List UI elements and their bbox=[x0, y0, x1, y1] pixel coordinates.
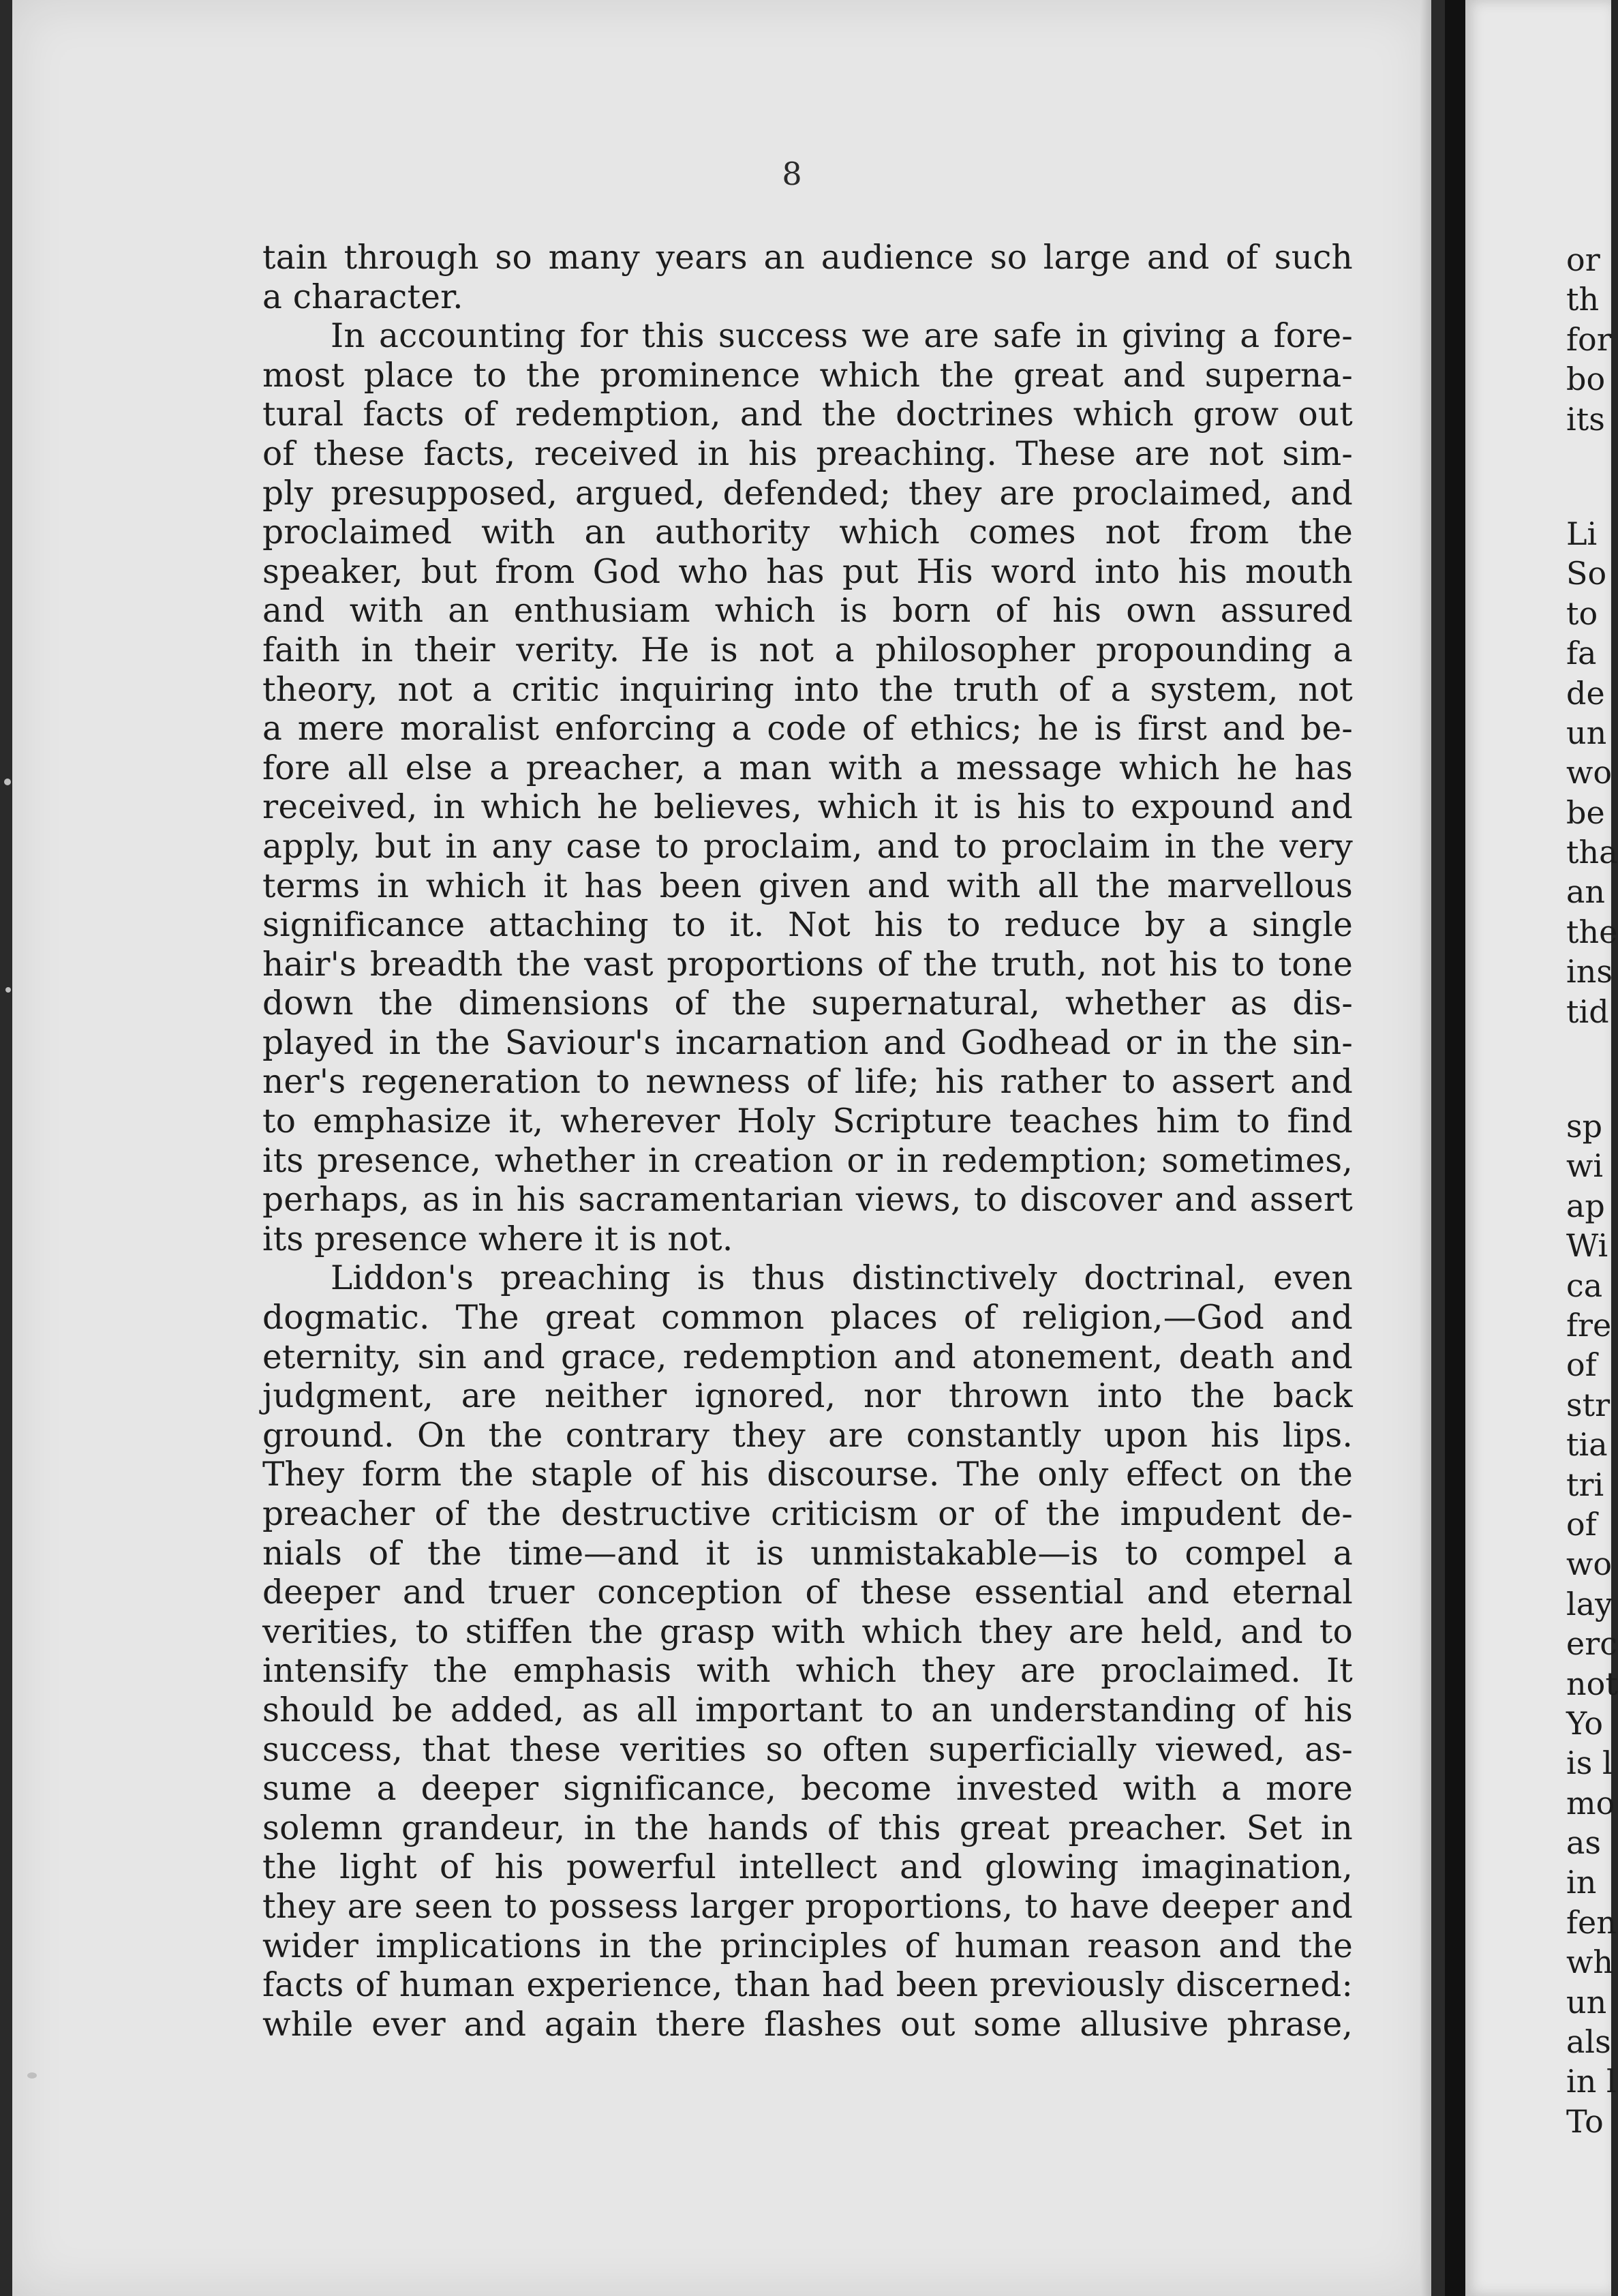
text-line: facts of human experience, than had been previously discerned: bbox=[262, 1966, 1353, 2005]
right-line: de bbox=[1566, 674, 1605, 712]
text-line: terms in which it has been given and with all the marvellous bbox=[262, 866, 1353, 905]
text-line: of these facts, received in his preaching. These are not sim- bbox=[262, 434, 1353, 473]
right-line: tid bbox=[1566, 993, 1609, 1030]
text-line: played in the Saviour's incarnation and Godhead or in the sin- bbox=[262, 1023, 1353, 1062]
text-line: eternity, sin and grace, redemption and atonement, death and bbox=[262, 1338, 1353, 1376]
right-line: tha bbox=[1566, 834, 1618, 871]
right-line: wo bbox=[1566, 1545, 1613, 1583]
right-line: to bbox=[1566, 594, 1598, 632]
text-line: judgment, are neither ignored, nor thrown into the back bbox=[262, 1377, 1353, 1416]
right-line: of bbox=[1566, 1346, 1597, 1384]
text-line: faith in their verity. He is not a philosopher propounding a bbox=[262, 631, 1353, 669]
right-line: str bbox=[1566, 1386, 1611, 1423]
speck bbox=[5, 987, 11, 993]
right-line: ins bbox=[1566, 953, 1613, 991]
text-line: apply, but in any case to proclaim, and to proclaim in the very bbox=[262, 827, 1353, 866]
right-line: th bbox=[1566, 281, 1600, 318]
right-line: bo bbox=[1566, 361, 1606, 398]
right-line: To bbox=[1566, 2102, 1604, 2140]
text-line: should be added, as all important to an understanding of his bbox=[262, 1691, 1353, 1729]
text-line: while ever and again there flashes out some allusive phrase, bbox=[262, 2005, 1353, 2044]
right-line: fen bbox=[1566, 1903, 1617, 1941]
text-line: sume a deeper significance, become invested with a more bbox=[262, 1770, 1353, 1809]
right-line: wi bbox=[1566, 1147, 1604, 1185]
right-line: ca bbox=[1566, 1267, 1603, 1304]
text-line: and with an enthusiam which is born of his own assured bbox=[262, 592, 1353, 631]
text-line: nials of the time—and it is unmistakable—is to compel a bbox=[262, 1534, 1353, 1573]
right-line: Wi bbox=[1566, 1227, 1608, 1265]
right-line: un bbox=[1566, 1983, 1607, 2021]
text-line: received, in which he believes, which it is his to expound and bbox=[262, 788, 1353, 827]
right-line: wo bbox=[1566, 754, 1613, 791]
text-line: deeper and truer conception of these essential and eternal bbox=[262, 1573, 1353, 1612]
right-line: or bbox=[1566, 241, 1600, 278]
text-line: ground. On the contrary they are constantly upon his lips. bbox=[262, 1416, 1353, 1455]
text-line: tain through so many years an audience so large and of such bbox=[262, 239, 1353, 277]
right-line: in bbox=[1566, 1864, 1597, 1901]
right-line: ap bbox=[1566, 1187, 1605, 1224]
text-line: wider implications in the principles of human reason and the bbox=[262, 1927, 1353, 1965]
text-line: verities, to stiffen the grasp with which they are held, and to bbox=[262, 1612, 1353, 1651]
text-line: a mere moralist enforcing a code of ethics; he is first and be- bbox=[262, 710, 1353, 749]
right-line: fre bbox=[1566, 1306, 1612, 1344]
right-page-text bbox=[1566, 240, 1618, 2141]
text-line: its presence where it is not. bbox=[262, 1220, 733, 1258]
right-line: sp bbox=[1566, 1108, 1603, 1145]
right-line: Li bbox=[1566, 515, 1598, 552]
right-line: als bbox=[1566, 2023, 1611, 2061]
speck bbox=[4, 779, 11, 785]
page-gutter bbox=[1445, 0, 1465, 2296]
text-line: proclaimed with an authority which comes not from the bbox=[262, 513, 1353, 552]
text-line: they are seen to possess larger proportions, to have deeper and bbox=[262, 1887, 1353, 1926]
text-line: speaker, but from God who has put His word into his mouth bbox=[262, 552, 1353, 591]
text-line: ply presupposed, argued, defended; they are proclaimed, and bbox=[262, 474, 1353, 513]
right-line: un bbox=[1566, 714, 1607, 751]
right-line: the bbox=[1566, 913, 1618, 950]
text-line: most place to the prominence which the great and superna- bbox=[262, 356, 1353, 395]
text-line: down the dimensions of the supernatural, whether as dis- bbox=[262, 984, 1353, 1023]
right-line: as bbox=[1566, 1824, 1602, 1862]
text-line: its presence, whether in creation or in redemption; sometimes, bbox=[262, 1141, 1353, 1180]
text-line: significance attaching to it. Not his to reduce by a single bbox=[262, 906, 1353, 945]
text-line: dogmatic. The great common places of religion,—God and bbox=[262, 1299, 1353, 1338]
body-text bbox=[262, 239, 1353, 2044]
right-line: Yo bbox=[1566, 1704, 1604, 1742]
text-line: Liddon's preaching is thus distinctively doctrinal, even bbox=[331, 1259, 1353, 1298]
page-number: 8 bbox=[782, 155, 802, 192]
right-line: not bbox=[1566, 1665, 1618, 1702]
right-line: So bbox=[1566, 555, 1607, 592]
text-line: solemn grandeur, in the hands of this great preacher. Set in bbox=[262, 1809, 1353, 1847]
text-line: In accounting for this success we are safe in giving a fore- bbox=[331, 317, 1353, 356]
text-line: theory, not a critic inquiring into the truth of a system, not bbox=[262, 670, 1353, 709]
text-line: ner's regeneration to newness of life; his rather to assert and bbox=[262, 1063, 1353, 1102]
text-line: to emphasize it, wherever Holy Scripture teaches him to find bbox=[262, 1102, 1353, 1141]
speck bbox=[27, 2072, 37, 2079]
right-line: mo bbox=[1566, 1784, 1615, 1822]
right-line: tri bbox=[1566, 1466, 1604, 1503]
right-line: be bbox=[1566, 794, 1605, 831]
text-line: the light of his powerful intellect and glowing imagination, bbox=[262, 1848, 1353, 1887]
right-line: an bbox=[1566, 873, 1606, 911]
right-line: of bbox=[1566, 1505, 1597, 1543]
right-line: in l bbox=[1566, 2063, 1617, 2100]
right-line: its bbox=[1566, 400, 1605, 438]
text-line: success, that these verities so often superficially viewed, as- bbox=[262, 1730, 1353, 1769]
right-line: tia bbox=[1566, 1426, 1608, 1464]
text-line: fore all else a preacher, a man with a message which he has bbox=[262, 749, 1353, 787]
right-line: erc bbox=[1566, 1625, 1617, 1663]
right-line: fa bbox=[1566, 635, 1597, 672]
text-line: They form the staple of his discourse. The only effect on the bbox=[262, 1455, 1353, 1494]
text-line: tural facts of redemption, and the doctrines which grow out bbox=[262, 395, 1353, 434]
right-line: for bbox=[1566, 320, 1612, 358]
text-line: perhaps, as in his sacramentarian views, to discover and assert bbox=[262, 1181, 1353, 1220]
right-line: lay bbox=[1566, 1585, 1613, 1622]
text-line: hair's breadth the vast proportions of the truth, not his to tone bbox=[262, 945, 1353, 984]
text-line: intensify the emphasis with which they are proclaimed. It bbox=[262, 1652, 1353, 1691]
right-line: wh bbox=[1566, 1944, 1613, 1981]
text-line: a character. bbox=[262, 277, 463, 316]
right-line: is l bbox=[1566, 1744, 1613, 1782]
text-line: preacher of the destructive criticism or of the impudent de- bbox=[262, 1495, 1353, 1533]
